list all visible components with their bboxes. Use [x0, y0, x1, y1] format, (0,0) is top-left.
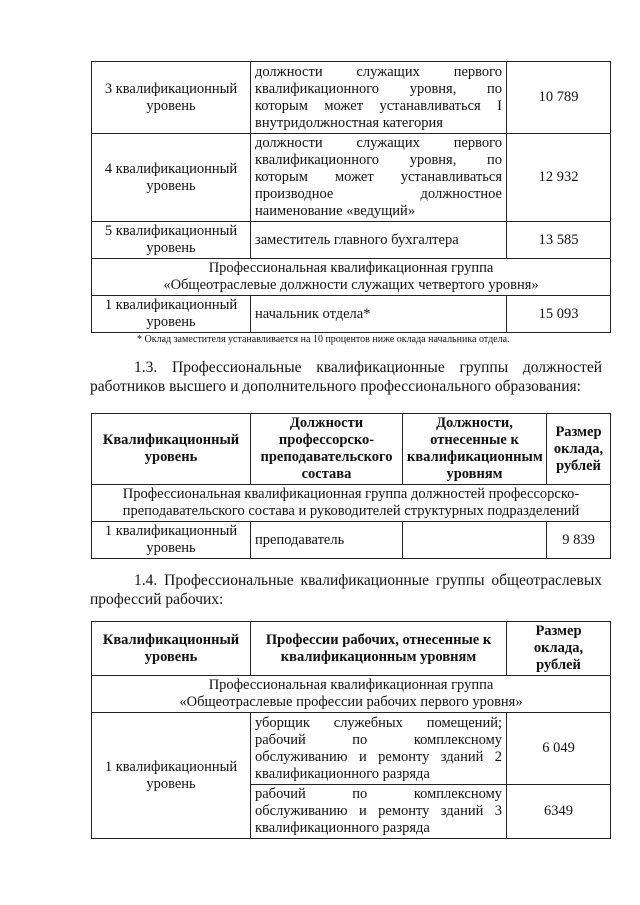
salary-cell: 6349 [507, 785, 611, 839]
table-row [92, 713, 611, 785]
header-level: Квалификационный уровень [92, 622, 251, 676]
level-cell: 5 квалификационный уровень [92, 222, 251, 259]
salary-cell: 9 839 [547, 522, 611, 559]
group-title-line2: «Общеотраслевые должности служащих четвертого уровня» [163, 277, 539, 293]
table-row [92, 134, 611, 222]
position-cell: преподаватель [251, 522, 403, 559]
salary-cell: 6 049 [507, 713, 611, 785]
table-header-row [92, 414, 611, 485]
group-title-line2: «Общеотраслевые профессии рабочих первого уровня» [179, 694, 523, 710]
position-cell: начальник отдела* [251, 296, 507, 333]
header-positions: Должности профессорско-преподавательского состава [251, 414, 403, 485]
footnote: * Оклад заместителя устанавливается на 10 процентов ниже оклада начальника отдела. [137, 334, 510, 345]
group-title-row [92, 676, 611, 713]
level-cell: 1 квалификационный уровень [92, 713, 251, 839]
header-related: Должности, отнесенные к квалификационным уровням [403, 414, 547, 485]
level-cell: 4 квалификационный уровень [92, 134, 251, 222]
table-row [92, 62, 611, 134]
group-title-cell [92, 259, 611, 296]
position-cell: должности служащих первого квалификационного уровня, по которым может устанавливаться I внутридолжностная категория [251, 62, 507, 134]
table-row [92, 296, 611, 333]
profession-cell: уборщик служебных помещений; рабочий по комплексному обслуживанию и ремонту зданий 2 квалификационного разряда [251, 713, 507, 785]
section-1-4-line1: 1.4. Профессиональные квалификационные группы общеотраслевых [134, 572, 602, 589]
group-title-line1: Профессиональная квалификационная группа [208, 260, 494, 276]
position-cell: заместитель главного бухгалтера [251, 222, 507, 259]
group-title-cell [92, 676, 611, 713]
header-salary: Размер оклада, рублей [507, 622, 611, 676]
section-1-3-line2: работников высшего и дополнительного профессионального образования: [90, 378, 581, 395]
group-title-line1: Профессиональная квалификационная группа [208, 677, 494, 693]
header-level: Квалификационный уровень [92, 414, 251, 485]
level-cell: 1 квалификационный уровень [92, 522, 251, 559]
table-header-row [92, 622, 611, 676]
header-professions: Профессии рабочих, отнесенные к квалификационным уровням [251, 622, 507, 676]
group-title-cell: Профессиональная квалификационная группа должностей профессорско-преподавательского состава и руководителей структурных подразделений [92, 485, 611, 522]
salary-cell: 13 585 [507, 222, 611, 259]
salary-cell: 10 789 [507, 62, 611, 134]
section-1-4-line2: профессий рабочих: [90, 591, 224, 608]
section-1-4-heading [90, 571, 602, 609]
group-title-row [92, 485, 611, 522]
position-cell: должности служащих первого квалификационного уровня, по которым может устанавливаться производное должностное наименование «ведущий» [251, 134, 507, 222]
table-office-positions [91, 61, 611, 333]
level-cell: 3 квалификационный уровень [92, 62, 251, 134]
table-row [92, 222, 611, 259]
related-cell [403, 522, 547, 559]
table-row [92, 522, 611, 559]
salary-cell: 15 093 [507, 296, 611, 333]
table-academic-positions [91, 413, 611, 559]
level-cell: 1 квалификационный уровень [92, 296, 251, 333]
section-1-3-line1: 1.3. Профессиональные квалификационные группы должностей [134, 359, 602, 376]
section-1-3-heading [90, 358, 602, 396]
table-worker-professions [91, 621, 611, 839]
group-title-row [92, 259, 611, 296]
profession-cell: рабочий по комплексному обслуживанию и ремонту зданий 3 квалификационного разряда [251, 785, 507, 839]
salary-cell: 12 932 [507, 134, 611, 222]
header-salary: Размер оклада, рублей [547, 414, 611, 485]
